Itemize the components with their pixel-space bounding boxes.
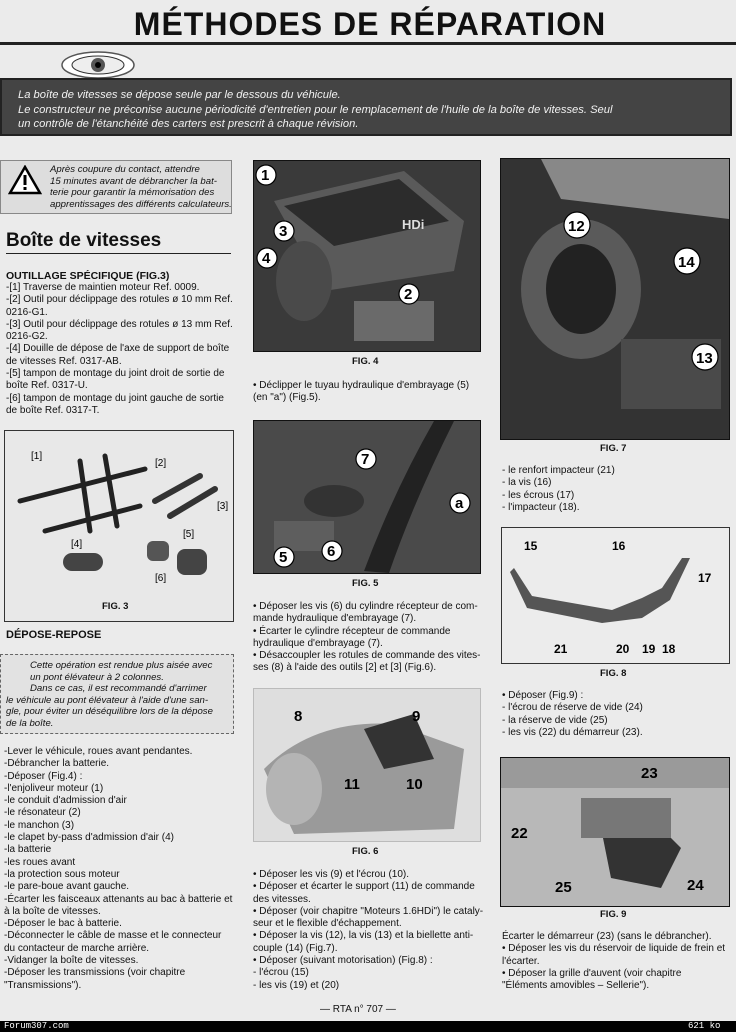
mid-text-1 — [253, 380, 481, 405]
warning-line: Après coupure du contact, attendre — [50, 164, 200, 175]
fig9-label: 23 — [641, 765, 658, 782]
figure-9 — [500, 757, 730, 907]
text-line: ses (8) à l'aide des outils [2] et [3] (Fig.6). — [253, 662, 437, 674]
fig6-label: 11 — [344, 776, 360, 793]
step-line: -Déposer le bac à batterie. — [4, 918, 122, 930]
fig3-label: [5] — [183, 529, 195, 540]
fig4-label: 4 — [262, 250, 271, 267]
mid-text-2 — [253, 601, 481, 675]
fig9-label: 24 — [687, 877, 704, 894]
step-line: -Vidanger la boîte de vitesses. — [4, 955, 139, 967]
fig5-label: a — [455, 495, 464, 512]
fig3-label: [4] — [71, 539, 83, 550]
text-line: - le renfort impacteur (21) — [502, 465, 615, 476]
text-line: - les écrous (17) — [502, 489, 575, 501]
impact-bar-diagram — [502, 528, 729, 663]
fig5-label: 7 — [361, 451, 370, 468]
text-line: • Déclipper le tuyau hydraulique d'embrayage (5) — [253, 380, 470, 391]
warning-icon — [8, 165, 42, 195]
tool-line: -[5] tampon de montage du joint droit de sortie de — [6, 368, 225, 380]
step-line: -Déposer (Fig.4) : — [4, 770, 83, 782]
step-line: à la boîte de vitesses. — [4, 905, 101, 917]
figure-6 — [253, 688, 481, 842]
text-line: (en "a") (Fig.5). — [253, 392, 321, 404]
text-line: • Déposer les vis du réservoir de liquide de frein et — [502, 943, 726, 955]
fig9-label: 25 — [555, 879, 572, 896]
text-line: • Déposer (Fig.9) : — [502, 690, 584, 701]
text-line: des vitesses. — [253, 893, 311, 905]
tool-line: -[2] Outil pour déclippage des rotules ø 10 mm Ref. — [6, 294, 233, 306]
fig8-label: 21 — [554, 642, 568, 656]
tool-line: -[3] Outil pour déclippage des rotules ø 13 mm Ref. — [6, 318, 233, 330]
fig5-label: 6 — [327, 543, 336, 560]
tool-line: 0216-G1. — [6, 306, 48, 318]
tool-line: de boîte Ref. 0317-T. — [6, 404, 100, 416]
tool-line: -[1] Traverse de maintien moteur Ref. 0009. — [6, 282, 200, 293]
text-line: Écarter le démarreur (23) (sans le débrancher). — [502, 931, 712, 942]
figure-3 — [4, 430, 234, 622]
fig5-caption: FIG. 5 — [352, 578, 379, 589]
intro-line: La boîte de vitesses se dépose seule par le dessous du véhicule. — [18, 89, 341, 101]
step-line: -l'enjoliveur moteur (1) — [4, 782, 104, 794]
fig4-label: 1 — [261, 167, 270, 184]
text-line: • Déposer et écarter le support (11) de commande — [253, 881, 475, 893]
step-line: "Transmissions"). — [4, 979, 82, 991]
figure-4 — [253, 160, 481, 352]
fig4-label: 3 — [279, 223, 288, 240]
figure-5 — [253, 420, 481, 574]
step-line: -le pare-boue avant gauche. — [4, 881, 130, 893]
warning-line: 15 minutes avant de débrancher la bat- — [50, 175, 217, 187]
step-line: -les roues avant — [4, 856, 76, 868]
text-line: • Déposer la grille d'auvent (voir chapitre — [502, 967, 682, 979]
text-line: • Désaccoupler les rotules de commande des vites- — [253, 650, 481, 662]
fig6-label: 9 — [412, 708, 421, 725]
fig8-label: 20 — [616, 642, 630, 656]
text-line: - la vis (16) — [502, 477, 552, 489]
steps-left — [4, 746, 232, 992]
note-line: Dans ce cas, il est recommandé d'arrimer — [30, 683, 207, 694]
text-line: "Éléments amovibles – Sellerie"). — [502, 980, 650, 992]
tool-line: -[4] Douille de dépose de l'axe de support de boîte — [6, 343, 230, 355]
mount-photo — [501, 159, 729, 439]
note-line: un pont élévateur à 2 colonnes. — [30, 671, 164, 683]
fig3-label: [1] — [31, 451, 43, 462]
text-line: - la réserve de vide (25) — [502, 714, 608, 726]
fig3-label: [6] — [155, 573, 167, 584]
note-line: de la boîte. — [6, 717, 54, 729]
fig3-label: [2] — [155, 458, 167, 469]
note-line: Cette opération est rendue plus aisée avec — [30, 660, 213, 671]
fig3-caption: FIG. 3 — [102, 601, 129, 612]
tool-line: -[6] tampon de montage du joint gauche de sortie — [6, 392, 224, 404]
tools-list — [6, 282, 234, 417]
text-line: hydraulique d'embrayage (7). — [253, 637, 383, 649]
text-line: - les vis (19) et (20) — [253, 979, 340, 991]
hdi-badge: HDi — [402, 217, 425, 232]
fig8-caption: FIG. 8 — [600, 668, 627, 679]
text-line: mande hydraulique d'embrayage (7). — [253, 613, 417, 625]
text-line: - l'impacteur (18). — [502, 501, 580, 513]
step-line: -Écarter les faisceaux attenants au bac à batterie et — [4, 893, 233, 905]
right-text-1 — [502, 465, 730, 514]
fig7-label: 14 — [678, 254, 695, 271]
warning-line: apprentissages des différents calculateurs. — [50, 198, 232, 210]
tool-line: 0216-G2. — [6, 331, 48, 343]
fig6-label: 8 — [294, 708, 303, 725]
fig8-label: 15 — [524, 539, 538, 553]
eye-icon — [58, 50, 138, 80]
fig4-label: 2 — [404, 286, 413, 303]
text-line: l'écarter. — [502, 955, 540, 967]
text-line: couple (14) (Fig.7). — [253, 942, 338, 954]
page-number: — RTA n° 707 — — [320, 1004, 396, 1015]
fig3-label: [3] — [217, 501, 229, 512]
starter-photo — [501, 758, 729, 906]
warning-line: terie pour garantir la mémorisation des — [50, 187, 215, 198]
fig7-caption: FIG. 7 — [600, 443, 627, 454]
step-line: -la protection sous moteur — [4, 868, 120, 880]
right-text-3 — [502, 931, 732, 992]
fig5-label: 5 — [279, 549, 288, 566]
text-line: seur et le flexible d'échappement. — [253, 918, 402, 930]
fig8-label: 17 — [698, 571, 712, 585]
tool-line: de vitesses Ref. 0317-AB. — [6, 355, 122, 367]
mid-text-3 — [253, 869, 483, 992]
fig8-label: 16 — [612, 539, 626, 553]
footer-source: Forum307.com — [4, 1021, 69, 1031]
fig9-caption: FIG. 9 — [600, 909, 627, 920]
text-line: • Déposer les vis (9) et l'écrou (10). — [253, 869, 410, 880]
header-rule — [0, 42, 736, 45]
text-line: - l'écrou (15) — [253, 967, 309, 979]
section-underline — [6, 253, 231, 254]
right-text-2 — [502, 690, 730, 739]
text-line: • Déposer (suivant motorisation) (Fig.8) : — [253, 955, 433, 967]
fig6-label: 10 — [406, 776, 423, 793]
text-line: • Déposer la vis (12), la vis (13) et la biellette anti- — [253, 930, 474, 942]
step-line: -Déposer les transmissions (voir chapitre — [4, 967, 186, 979]
note-text — [6, 660, 228, 729]
fig9-label: 22 — [511, 825, 528, 842]
tools-title: OUTILLAGE SPÉCIFIQUE (FIG.3) — [6, 270, 170, 282]
gearbox-photo — [254, 689, 480, 841]
step-line: -le manchon (3) — [4, 819, 75, 831]
text-line: • Déposer les vis (6) du cylindre récepteur de com- — [253, 601, 478, 612]
page-number-text: RTA n° 707 — [332, 1004, 384, 1015]
step-line: du contacteur de marche arrière. — [4, 942, 150, 954]
fig7-label: 12 — [568, 218, 585, 235]
text-line: - les vis (22) du démarreur (23). — [502, 726, 643, 738]
page-title: MÉTHODES DE RÉPARATION — [133, 6, 607, 42]
tool-line: boîte Ref. 0317-U. — [6, 380, 88, 392]
tools-illustration — [5, 431, 233, 601]
step-line: -le clapet by-pass d'admission d'air (4) — [4, 832, 174, 844]
step-line: -Déconnecter le câble de masse et le connecteur — [4, 930, 222, 942]
fig6-caption: FIG. 6 — [352, 846, 379, 857]
note-line: le véhicule au pont élévateur à l'aide d'une san- — [6, 694, 209, 706]
text-line: • Déposer (voir chapitre "Moteurs 1.6HDi") le cataly- — [253, 905, 484, 917]
footer-size: 621 ko — [688, 1021, 721, 1031]
fig8-label: 19 — [642, 642, 656, 656]
clutch-photo — [254, 421, 480, 573]
figure-8 — [501, 527, 730, 664]
engine-photo — [254, 161, 480, 351]
fig7-label: 13 — [696, 350, 713, 367]
step-line: -le résonateur (2) — [4, 807, 81, 819]
intro-line: un contrôle de l'étanchéité des carters est prescrit à chaque révision. — [18, 118, 359, 130]
step-line: -Débrancher la batterie. — [4, 758, 110, 770]
intro-line: Le constructeur ne préconise aucune périodicité d'entretien pour le remplacement de l'huile de la boîte de vitesses. Seul — [18, 103, 613, 116]
warning-text — [50, 164, 232, 210]
text-line: - l'écrou de réserve de vide (24) — [502, 702, 643, 714]
note-line: gle, pour éviter un déséquilibre lors de la dépose — [6, 706, 213, 717]
figure-7 — [500, 158, 730, 440]
fig8-label: 18 — [662, 642, 676, 656]
step-line: -le conduit d'admission d'air — [4, 795, 127, 807]
footer-bar — [0, 1021, 736, 1032]
text-line: • Écarter le cylindre récepteur de commande — [253, 625, 451, 637]
depose-title: DÉPOSE-REPOSE — [6, 629, 102, 641]
intro-text — [18, 88, 724, 132]
step-line: -Lever le véhicule, roues avant pendantes. — [4, 746, 193, 757]
step-line: -la batterie — [4, 844, 52, 856]
fig4-caption: FIG. 4 — [352, 356, 379, 367]
section-title: Boîte de vitesses — [6, 230, 162, 251]
